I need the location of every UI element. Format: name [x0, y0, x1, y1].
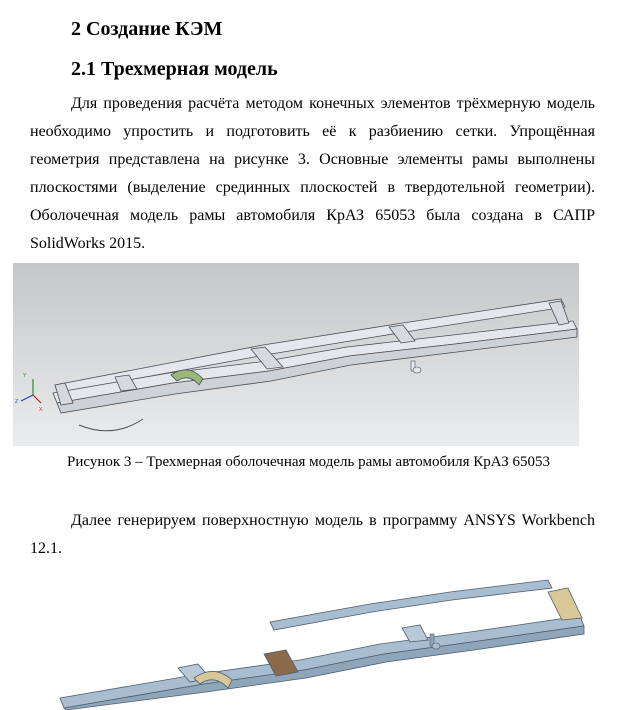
ansys-shaft-end	[432, 643, 440, 649]
ansys-far-rail	[270, 580, 552, 630]
subsection-heading: 2.1 Трехмерная модель	[71, 58, 278, 80]
figure-3-caption: Рисунок 3 – Трехмерная оболочечная модель рамы автомобиля КрАЗ 65053	[66, 454, 551, 470]
ansys-near-rail	[60, 616, 584, 708]
section-heading: 2 Создание КЭМ	[71, 18, 223, 40]
ansys-surface-model	[0, 570, 617, 710]
ansys-near-rail-side	[64, 626, 584, 710]
ansys-crossmember-front	[548, 588, 582, 620]
intro-paragraph: Для проведения расчёта методом конечных элементов трёхмерную модель необходимо упростить и подготовить её к разбиению сетки. Упрощённая геометрия представлена на рисунке 3. Основные элементы рамы выполнены плоскостями (выделение срединных плоскостей в твердотельной геометрии). Оболочечная модель рамы автомобиля КрАЗ 65053 была создана в САПР SolidWorks 2015.	[30, 95, 595, 252]
cad-viewport-background	[13, 263, 579, 446]
ansys-crossmember-2	[402, 625, 428, 642]
axis-x-label: X	[39, 407, 43, 413]
figure-3-cad-frame-model	[13, 263, 579, 446]
axis-y-label: Y	[23, 373, 27, 379]
axis-z-label: Z	[15, 399, 19, 405]
next-paragraph: Далее генерируем поверхностную модель в программу ANSYS Workbench 12.1.	[30, 512, 595, 557]
shaft-end	[413, 367, 421, 373]
